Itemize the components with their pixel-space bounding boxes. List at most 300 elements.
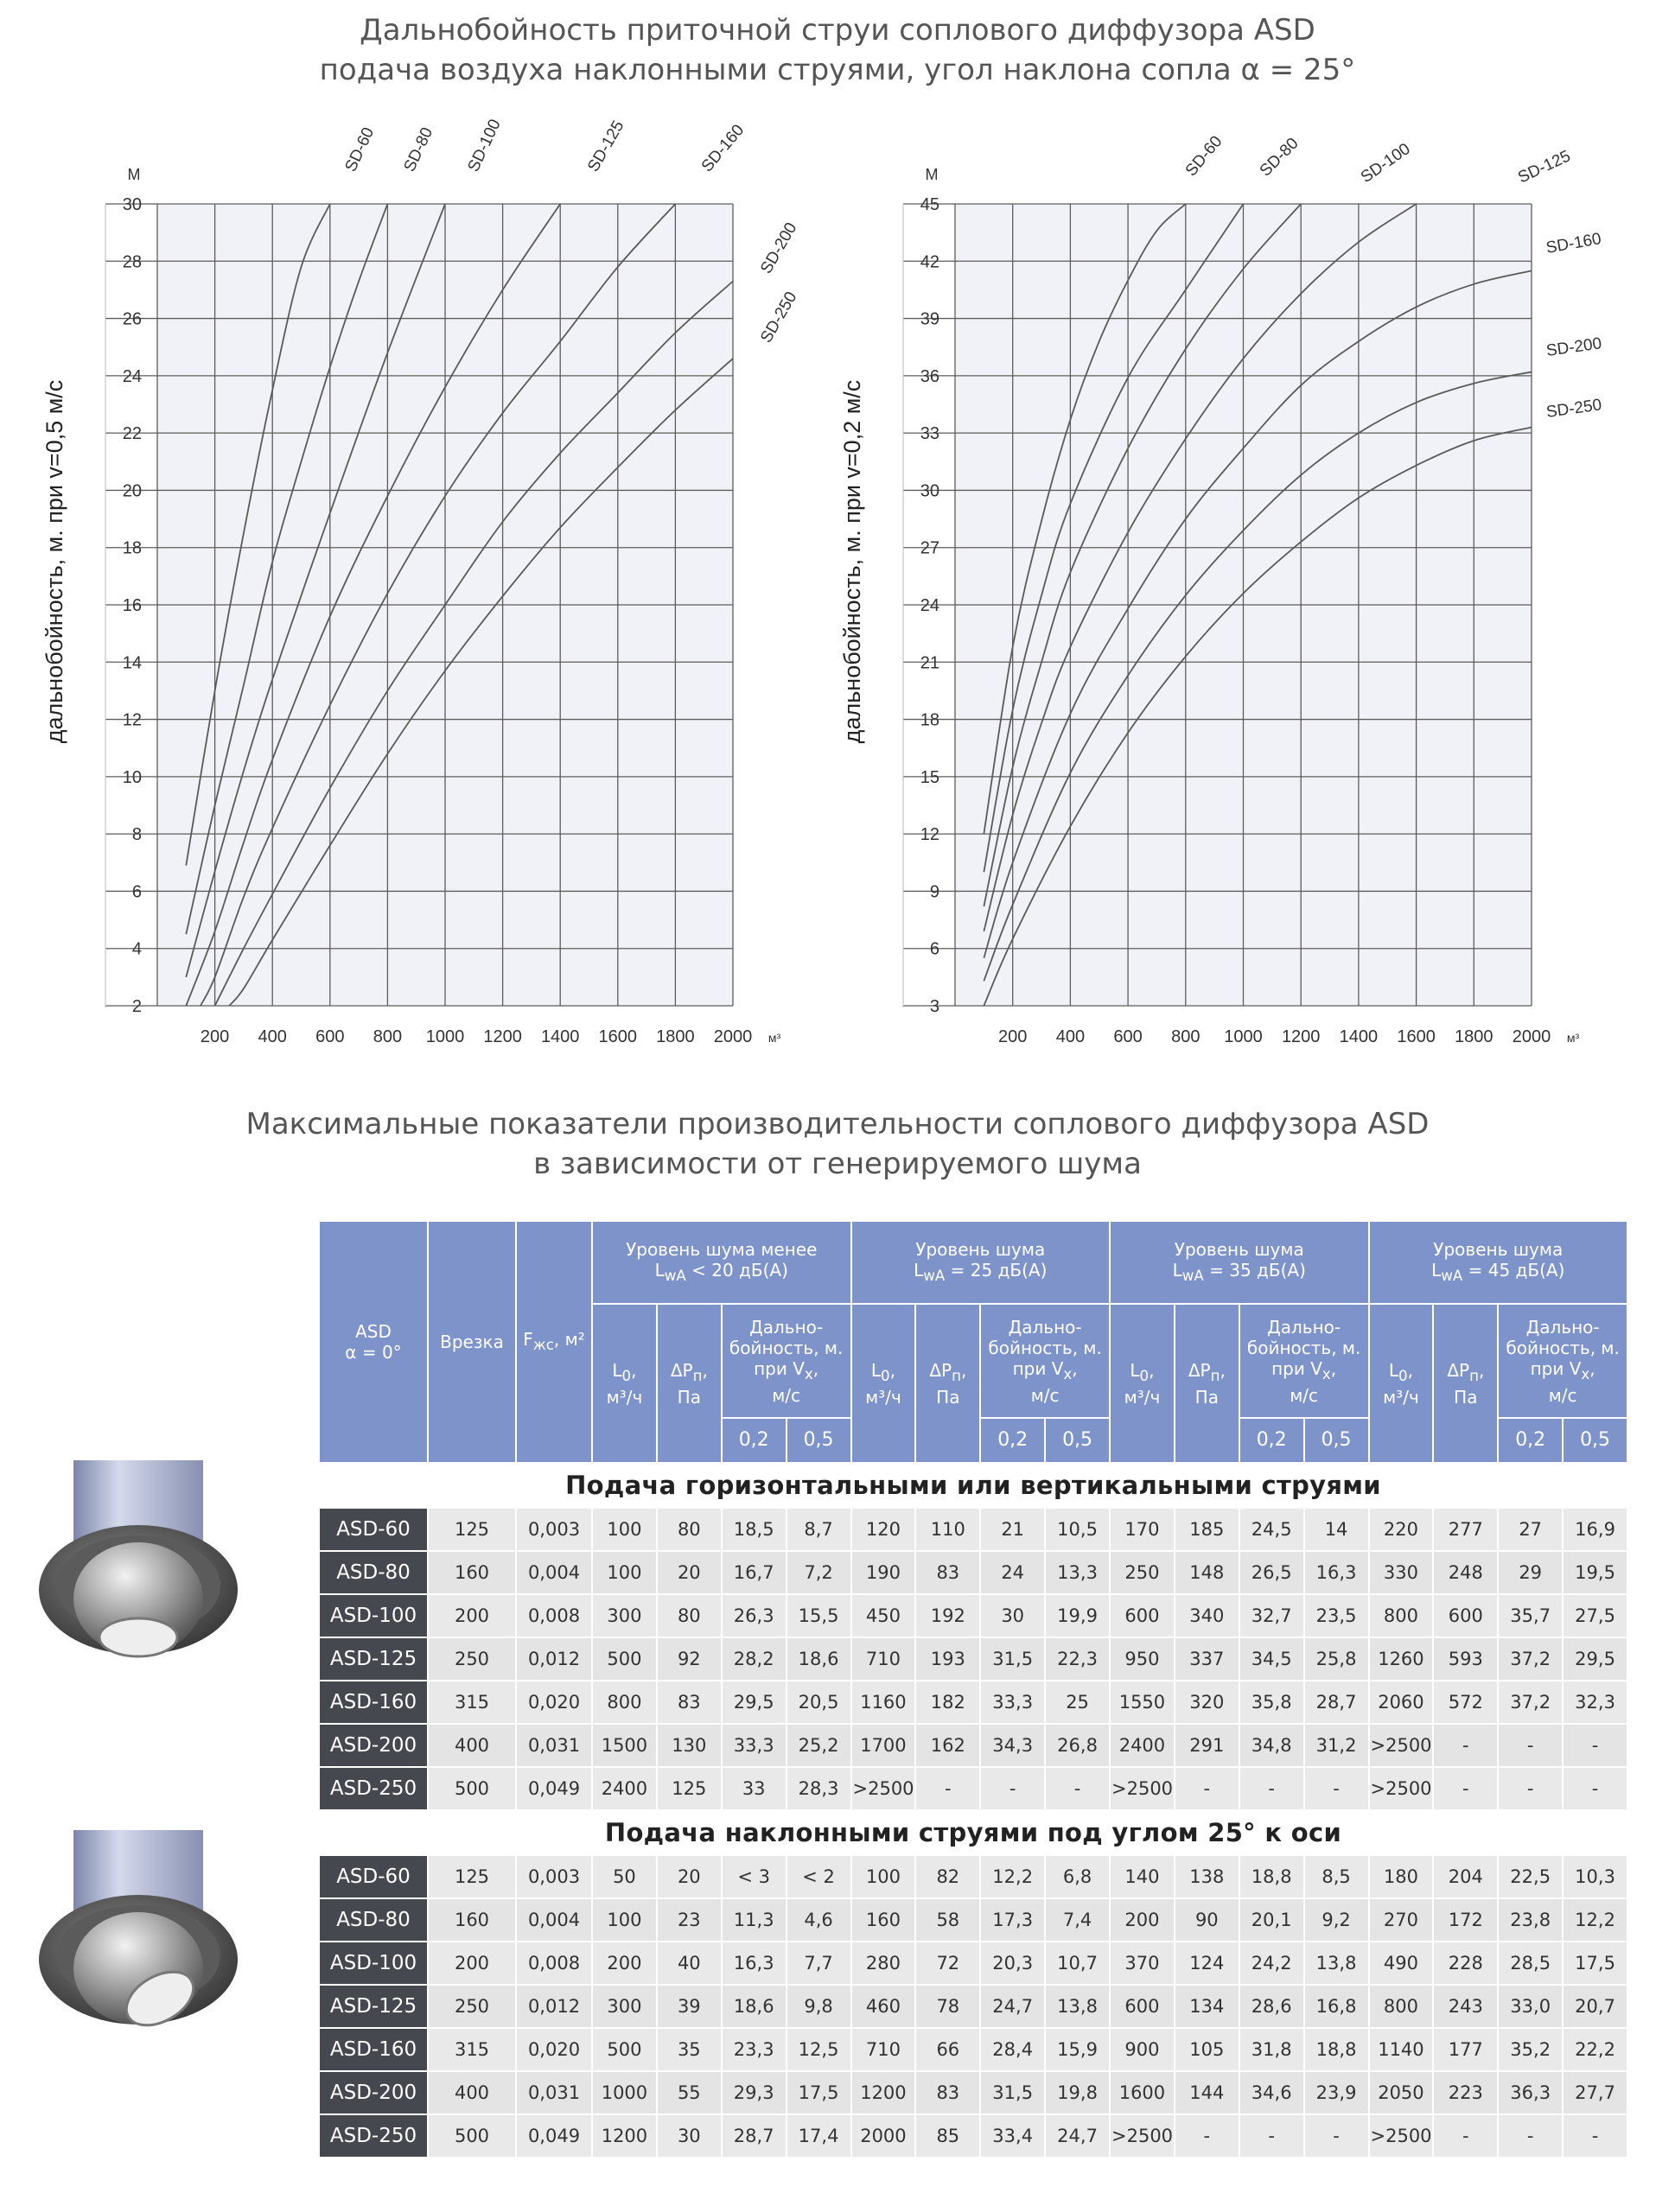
y-unit-label: М (925, 166, 939, 183)
flow-sub: 0 (621, 1367, 632, 1384)
table-cell: 31,2 (1305, 1725, 1368, 1766)
table-cell: 16,3 (723, 1942, 786, 1984)
table-cell: 2060 (1370, 1681, 1433, 1723)
y-tick-label: 24 (122, 366, 142, 386)
table-cell: 36,3 (1499, 2072, 1562, 2113)
table-cell: 200 (593, 1942, 656, 1984)
table-cell: 160 (429, 1899, 515, 1941)
series-label-sd-200: SD-200 (757, 219, 801, 277)
table-cell: 20,7 (1564, 1986, 1627, 2027)
y-tick-label: 14 (122, 653, 142, 673)
table-cell: 200 (1111, 1899, 1174, 1941)
range-text: Дально-бойность, м. при V (729, 1316, 844, 1379)
table-cell: 80 (658, 1595, 721, 1637)
x-tick-label: 1000 (1224, 1027, 1263, 1046)
table-cell: 30 (981, 1595, 1044, 1637)
noise-value: = 45 дБ(A) (1462, 1259, 1565, 1281)
y-tick-label: 10 (122, 767, 142, 787)
y-tick-label: 6 (929, 939, 939, 959)
x-unit-label: м³ (1566, 1031, 1580, 1045)
series-label-sd-60: SD-60 (341, 124, 379, 175)
table-cell: 33,4 (981, 2115, 1044, 2157)
table-cell: 600 (1111, 1595, 1174, 1637)
table-cell: - (1434, 1768, 1497, 1809)
table-cell: - (1305, 2115, 1368, 2157)
table-cell: 12,2 (1564, 1899, 1627, 1941)
table-cell: 0,008 (517, 1942, 591, 1984)
header-v2: 0,5 (1046, 1419, 1109, 1462)
table-cell: - (1499, 1768, 1562, 1809)
header-area (517, 1222, 591, 1462)
table-cell: 800 (1370, 1986, 1433, 2027)
table-cell: 185 (1175, 1509, 1239, 1550)
table-cell: 29,5 (1564, 1638, 1627, 1680)
y-tick-label: 8 (131, 825, 142, 845)
table-cell: >2500 (1370, 1725, 1433, 1766)
x-tick-label: 200 (200, 1027, 230, 1046)
table-cell: 105 (1175, 2029, 1239, 2070)
table-cell: < 2 (787, 1856, 850, 1897)
table-cell: 250 (429, 1638, 515, 1680)
table-cell: 17,5 (787, 2072, 850, 2113)
table-cell: 83 (916, 1552, 979, 1593)
table-cell: 29,3 (723, 2072, 786, 2113)
table-cell: 25,2 (787, 1725, 850, 1766)
table-cell: 900 (1111, 2029, 1174, 2070)
series-label-sd-100: SD-100 (1357, 139, 1414, 188)
table-cell: 20 (658, 1856, 721, 1897)
table-cell: 29 (1499, 1552, 1562, 1593)
table-cell: 66 (916, 2029, 979, 2070)
charts-area (0, 0, 1675, 1071)
table-cell: 19,8 (1046, 2072, 1109, 2113)
table-cell: 228 (1434, 1942, 1497, 1984)
table-cell: 400 (429, 2072, 515, 2113)
table-cell: 19,5 (1564, 1552, 1627, 1593)
noise-value: = 35 дБ(A) (1203, 1259, 1306, 1281)
x-tick-label: 400 (258, 1027, 287, 1046)
table-cell: 26,3 (723, 1595, 786, 1637)
section-horizontal-vertical: Подача горизонтальными или вертикальными струями (320, 1464, 1627, 1507)
table-cell: 0,031 (517, 2072, 591, 2113)
range-unit: м/с (1030, 1384, 1060, 1406)
pressure-sub: п (692, 1367, 703, 1384)
table-cell: 85 (916, 2115, 979, 2157)
table-cell: 33,3 (981, 1681, 1044, 1723)
y-tick-label: 39 (920, 309, 939, 329)
x-unit-label: м³ (767, 1031, 781, 1045)
x-tick-label: 2000 (1512, 1027, 1551, 1046)
header-v1: 0,2 (723, 1419, 786, 1462)
x-tick-label: 600 (1113, 1027, 1143, 1046)
table-cell: 950 (1111, 1638, 1174, 1680)
y-tick-label: 20 (122, 481, 142, 501)
table-cell: 277 (1434, 1509, 1497, 1550)
header-flow (1111, 1305, 1174, 1462)
header-noise-group-3 (1111, 1222, 1368, 1303)
table-cell: 35,7 (1499, 1595, 1562, 1637)
table-cell: 280 (852, 1942, 915, 1984)
table-cell: 16,9 (1564, 1509, 1627, 1550)
x-tick-label: 1800 (1455, 1027, 1493, 1046)
flow-unit: м³/ч (1124, 1386, 1161, 1408)
table-cell: 28,4 (981, 2029, 1044, 2070)
y-tick-label: 3 (929, 997, 939, 1016)
table-cell: - (1564, 1768, 1627, 1809)
table-cell: 500 (593, 2029, 656, 2070)
table-cell: >2500 (1370, 1768, 1433, 1809)
table-row (320, 1768, 1627, 1809)
table-cell: 110 (916, 1509, 979, 1550)
table-cell: 200 (429, 1595, 515, 1637)
table-cell: 450 (852, 1595, 915, 1637)
table-row (320, 1638, 1627, 1680)
table-cell: 31,5 (981, 2072, 1044, 2113)
table-cell: 35,8 (1240, 1681, 1303, 1723)
table-cell: - (1564, 2115, 1627, 2157)
flow-comma: , (1407, 1359, 1413, 1381)
table-cell: 20 (658, 1552, 721, 1593)
table-cell: 7,2 (787, 1552, 850, 1593)
range-comma: , (1072, 1357, 1078, 1379)
series-label-sd-200: SD-200 (1544, 334, 1603, 360)
series-label-sd-125: SD-125 (1515, 147, 1574, 188)
range-sub: x (1322, 1365, 1331, 1382)
noise-label: Уровень шума менее (626, 1238, 818, 1260)
table-cell: 100 (593, 1509, 656, 1550)
table-cell: 250 (429, 1986, 515, 2027)
table-cell: 223 (1434, 2072, 1497, 2113)
x-tick-label: 800 (373, 1027, 403, 1046)
table-cell: 337 (1175, 1638, 1239, 1680)
pressure-dp: ΔP (929, 1359, 952, 1381)
header-v1: 0,2 (1499, 1419, 1562, 1462)
flow-comma: , (889, 1359, 895, 1381)
range-comma: , (812, 1357, 819, 1379)
series-label-sd-250: SD-250 (1544, 396, 1603, 422)
range-text: Дально-бойность, м. при V (1246, 1316, 1361, 1379)
table-cell: 40 (658, 1942, 721, 1984)
table-cell: 125 (429, 1509, 515, 1550)
noise-label: Уровень шума (1174, 1238, 1304, 1260)
y-axis-label: дальнобойность, м. при v=0,5 м/с (41, 379, 67, 744)
table-cell: - (1499, 2115, 1562, 2157)
noise-label: Уровень шума (1433, 1238, 1564, 1260)
pressure-comma: , (1220, 1359, 1226, 1381)
table-cell: 300 (593, 1595, 656, 1637)
table-cell: 33,3 (723, 1725, 786, 1766)
series-label-sd-125: SD-125 (584, 118, 628, 175)
table-row (320, 1681, 1627, 1723)
flow-unit: м³/ч (1383, 1386, 1419, 1408)
table-cell: 20,5 (787, 1681, 850, 1723)
table-cell: 250 (1111, 1552, 1174, 1593)
table-cell: 144 (1175, 2072, 1239, 2113)
y-tick-label: 12 (122, 710, 142, 730)
flow-l: L (1388, 1359, 1399, 1381)
y-tick-label: 30 (920, 481, 939, 501)
table-cell: >2500 (1370, 2115, 1433, 2157)
series-label-sd-80: SD-80 (400, 124, 437, 175)
table-cell: 4,6 (787, 1899, 850, 1941)
pressure-comma: , (1478, 1359, 1485, 1381)
table-cell: 125 (658, 1768, 721, 1809)
table-cell: 24 (981, 1552, 1044, 1593)
table-cell: 16,3 (1305, 1552, 1368, 1593)
table-cell: 26,8 (1046, 1725, 1109, 1766)
row-model-label: ASD-250 (320, 2115, 427, 2157)
table-cell: 32,7 (1240, 1595, 1303, 1637)
table-cell: 400 (429, 1725, 515, 1766)
range-text: Дально-бойность, м. при V (1506, 1316, 1620, 1379)
x-tick-label: 400 (1055, 1027, 1086, 1046)
table-cell: 28,7 (1305, 1681, 1368, 1723)
table-cell: 7,4 (1046, 1899, 1109, 1941)
table-cell: 28,6 (1240, 1986, 1303, 2027)
table-cell: 13,8 (1305, 1942, 1368, 1984)
table-cell: - (1046, 1768, 1109, 1809)
table-cell: 34,3 (981, 1725, 1044, 1766)
table-cell: 23,8 (1499, 1899, 1562, 1941)
header-noise-group-4 (1370, 1222, 1627, 1303)
table-cell: 18,8 (1305, 2029, 1368, 2070)
pressure-unit: Па (1194, 1386, 1219, 1408)
header-flow (593, 1305, 656, 1462)
flow-l: L (612, 1359, 622, 1381)
row-model-label: ASD-60 (320, 1856, 427, 1897)
table-cell: 1160 (852, 1681, 915, 1723)
flow-sub: 0 (881, 1367, 890, 1384)
table-row (320, 1942, 1627, 1984)
table-cell: 124 (1175, 1942, 1239, 1984)
table-row (320, 1595, 1627, 1637)
table-cell: 28,5 (1499, 1942, 1562, 1984)
table-cell: - (1240, 2115, 1303, 2157)
table-cell: 90 (1175, 1899, 1239, 1941)
table-cell: - (1305, 1768, 1368, 1809)
flow-comma: , (1149, 1359, 1155, 1381)
pressure-sub: п (1210, 1367, 1220, 1384)
noise-label: Уровень шума (915, 1238, 1046, 1260)
table-cell: 83 (658, 1681, 721, 1723)
table-cell: 18,8 (1240, 1856, 1303, 1897)
table-cell: 315 (429, 2029, 515, 2070)
table-cell: 18,6 (723, 1986, 786, 2027)
table-title-line2: в зависимости от генерируемого шума (533, 1147, 1142, 1181)
row-model-label: ASD-80 (320, 1552, 427, 1593)
table-cell: 460 (852, 1986, 915, 2027)
y-tick-label: 6 (131, 882, 142, 902)
pressure-comma: , (960, 1359, 967, 1381)
table-cell: 0,012 (517, 1986, 591, 2027)
pressure-comma: , (702, 1359, 708, 1381)
header-noise-group-1 (593, 1222, 850, 1303)
diffuser-straight-image (35, 1460, 251, 1719)
table-cell: 10,5 (1046, 1509, 1109, 1550)
table-cell: 8,7 (787, 1509, 850, 1550)
chart-title-line1: Дальнобойность приточной струи соплового диффузора ASD (360, 13, 1315, 48)
table-row (320, 1725, 1627, 1766)
pressure-sub: п (952, 1367, 961, 1384)
table-cell: 1260 (1370, 1638, 1433, 1680)
table-cell: 1200 (852, 2072, 915, 2113)
table-cell: 140 (1111, 1856, 1174, 1897)
table-cell: 34,6 (1240, 2072, 1303, 2113)
table-cell: 1000 (593, 2072, 656, 2113)
series-label-sd-60: SD-60 (1181, 132, 1226, 181)
noise-lw: L (1431, 1259, 1442, 1281)
table-cell: 500 (429, 2115, 515, 2157)
x-tick-label: 600 (315, 1027, 345, 1046)
table-row (320, 1856, 1627, 1897)
row-model-label: ASD-100 (320, 1595, 427, 1637)
table-cell: 10,3 (1564, 1856, 1627, 1897)
table-cell: 0,004 (517, 1899, 591, 1941)
range-sub: x (1581, 1365, 1590, 1382)
table-cell: 12,5 (787, 2029, 850, 2070)
table-cell: 300 (593, 1986, 656, 2027)
header-model-text: ASD (355, 1321, 392, 1342)
range-unit: м/с (1548, 1384, 1577, 1406)
table-cell: - (1175, 2115, 1239, 2157)
header-range (981, 1305, 1109, 1417)
table-cell: 330 (1370, 1552, 1433, 1593)
performance-table (318, 1220, 1628, 2158)
flow-unit: м³/ч (865, 1386, 901, 1408)
table-cell: - (1499, 1725, 1562, 1766)
pressure-dp: ΔP (1188, 1359, 1211, 1381)
table-cell: 28,2 (723, 1638, 786, 1680)
table-cell: >2500 (1111, 1768, 1174, 1809)
x-tick-label: 200 (998, 1027, 1028, 1046)
table-cell: 600 (1434, 1595, 1497, 1637)
table-cell: 39 (658, 1986, 721, 2027)
table-cell: 0,003 (517, 1509, 591, 1550)
table-cell: 15,9 (1046, 2029, 1109, 2070)
table-cell: 22,2 (1564, 2029, 1627, 2070)
row-model-label: ASD-125 (320, 1638, 427, 1680)
noise-value: < 20 дБ(A) (685, 1259, 788, 1281)
range-unit: м/с (772, 1384, 801, 1406)
pressure-dp: ΔP (1447, 1359, 1470, 1381)
row-model-label: ASD-250 (320, 1768, 427, 1809)
series-label-sd-160: SD-160 (697, 121, 748, 176)
table-cell: 17,3 (981, 1899, 1044, 1941)
table-cell: 170 (1111, 1509, 1174, 1550)
table-cell: 12,2 (981, 1856, 1044, 1897)
header-pressure (1434, 1305, 1497, 1462)
range-sub: x (1063, 1365, 1073, 1382)
table-cell: 180 (1370, 1856, 1433, 1897)
table-cell: 0,012 (517, 1638, 591, 1680)
header-flow (852, 1305, 915, 1462)
table-cell: 1550 (1111, 1681, 1174, 1723)
y-axis-label: дальнобойность, м. при v=0,2 м/с (839, 379, 865, 744)
table-cell: 31,8 (1240, 2029, 1303, 2070)
table-cell: 78 (916, 1986, 979, 2027)
table-row (320, 1552, 1627, 1593)
table-row (320, 2029, 1627, 2070)
table-cell: 1600 (1111, 2072, 1174, 2113)
y-tick-label: 18 (122, 538, 142, 558)
table-cell: 72 (916, 1942, 979, 1984)
table-cell: 33,0 (1499, 1986, 1562, 2027)
table-row (320, 1986, 1627, 2027)
table-cell: 0,049 (517, 1768, 591, 1809)
y-tick-label: 2 (131, 997, 142, 1016)
noise-value: = 25 дБ(A) (945, 1259, 1048, 1281)
header-range (1240, 1305, 1368, 1417)
table-cell: 34,5 (1240, 1638, 1303, 1680)
noise-lw-sub: wA (664, 1267, 686, 1284)
x-tick-label: 1000 (425, 1027, 465, 1046)
table-cell: 83 (916, 2072, 979, 2113)
table-cell: 9,2 (1305, 1899, 1368, 1941)
pressure-dp: ΔP (670, 1359, 693, 1381)
table-cell: - (1434, 1725, 1497, 1766)
table-cell: 320 (1175, 1681, 1239, 1723)
table-cell: 134 (1175, 1986, 1239, 2027)
y-tick-label: 9 (929, 882, 939, 902)
table-cell: 23,5 (1305, 1595, 1368, 1637)
y-tick-label: 16 (122, 596, 142, 615)
table-cell: 160 (429, 1552, 515, 1593)
table-cell: >2500 (852, 1768, 915, 1809)
y-tick-label: 22 (122, 424, 142, 444)
table-cell: 50 (593, 1856, 656, 1897)
table-cell: 16,8 (1305, 1986, 1368, 2027)
pressure-unit: Па (677, 1386, 701, 1408)
table-cell: 11,3 (723, 1899, 786, 1941)
table-cell: 160 (852, 1899, 915, 1941)
y-tick-label: 4 (131, 939, 142, 959)
table-cell: 22,5 (1499, 1856, 1562, 1897)
header-area-sub: жс (532, 1336, 554, 1353)
range-text: Дально-бойность, м. при V (988, 1316, 1102, 1379)
table-cell: 243 (1434, 1986, 1497, 2027)
table-cell: 58 (916, 1899, 979, 1941)
table-cell: 710 (852, 1638, 915, 1680)
table-cell: 2050 (1370, 2072, 1433, 2113)
table-cell: 138 (1175, 1856, 1239, 1897)
y-tick-label: 30 (122, 195, 142, 214)
series-label-sd-250: SD-250 (757, 289, 801, 346)
table-cell: 220 (1370, 1509, 1433, 1550)
table-cell: 24,2 (1240, 1942, 1303, 1984)
chart-title-line2: подача воздуха наклонными струями, угол наклона сопла α = 25° (319, 53, 1356, 87)
table-cell: 572 (1434, 1681, 1497, 1723)
table-cell: 82 (916, 1856, 979, 1897)
range-sub: x (804, 1365, 813, 1382)
table-cell: - (1175, 1768, 1239, 1809)
y-tick-label: 33 (920, 424, 939, 444)
y-tick-label: 24 (920, 596, 939, 615)
y-tick-label: 15 (920, 767, 939, 787)
diffuser-angled-image (35, 1830, 251, 2089)
header-v2: 0,5 (1564, 1419, 1627, 1462)
row-model-label: ASD-80 (320, 1899, 427, 1941)
row-model-label: ASD-60 (320, 1509, 427, 1550)
table-cell: 23 (658, 1899, 721, 1941)
table-cell: 18,5 (723, 1509, 786, 1550)
header-area-unit: , м² (553, 1328, 585, 1350)
table-cell: 1700 (852, 1725, 915, 1766)
table-cell: 600 (1111, 1986, 1174, 2027)
table-cell: 22,3 (1046, 1638, 1109, 1680)
header-pressure (658, 1305, 721, 1462)
table-cell: 0,004 (517, 1552, 591, 1593)
table-cell: 25 (1046, 1681, 1109, 1723)
